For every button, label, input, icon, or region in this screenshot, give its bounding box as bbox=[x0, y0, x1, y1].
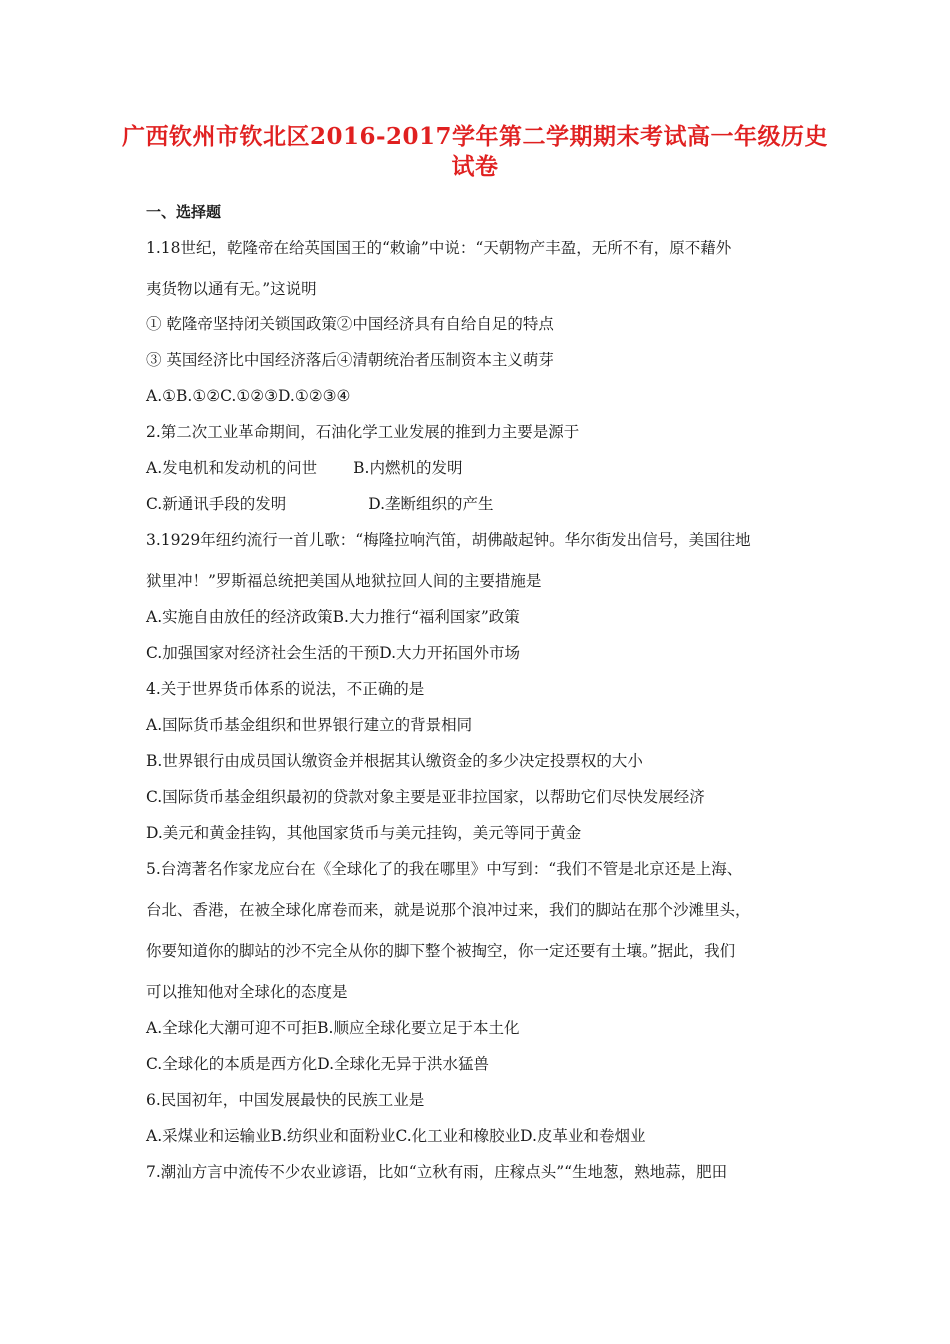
question-2-option-d: D.垄断组织的产生 bbox=[368, 495, 494, 513]
question-3-line-2: 狱里冲！”罗斯福总统把美国从地狱拉回人间的主要措施是 bbox=[146, 572, 542, 590]
question-5-options-ab: A.全球化大潮可迎不可拒B.顺应全球化要立足于本土化 bbox=[146, 1019, 520, 1037]
question-2-option-b: B.内燃机的发明 bbox=[353, 459, 463, 477]
question-1-line-2: 夷货物以通有无。”这说明 bbox=[146, 280, 317, 298]
question-2-options-row-1 bbox=[146, 457, 462, 479]
question-4-option-b: B.世界银行由成员国认缴资金并根据其认缴资金的多少决定投票权的大小 bbox=[146, 752, 643, 770]
question-2-stem: 2.第二次工业革命期间，石油化学工业发展的推到力主要是源于 bbox=[146, 423, 580, 441]
question-1-line-1: 1.18世纪，乾隆帝在给英国国王的“敕谕”中说：“天朝物产丰盈，无所不有，原不藉外 bbox=[146, 239, 732, 257]
question-2-option-c: C.新通讯手段的发明 bbox=[146, 495, 287, 513]
question-5-line-4: 可以推知他对全球化的态度是 bbox=[146, 983, 348, 1001]
question-4-option-d: D.美元和黄金挂钩，其他国家货币与美元挂钩，美元等同于黄金 bbox=[146, 824, 582, 842]
question-5-options-cd: C.全球化的本质是西方化D.全球化无异于洪水猛兽 bbox=[146, 1055, 490, 1073]
question-6-options: A.采煤业和运输业B.纺织业和面粉业C.化工业和橡胶业D.皮革业和卷烟业 bbox=[146, 1127, 646, 1145]
section-heading: 一、选择题 bbox=[146, 203, 222, 221]
document-title-line-2: 试卷 bbox=[451, 153, 499, 180]
question-5-line-3: 你要知道你的脚站的沙不完全从你的脚下整个被掏空，你一定还要有土壤。”据此，我们 bbox=[146, 942, 736, 960]
question-1-options: A.①B.①②C.①②③D.①②③④ bbox=[146, 387, 351, 405]
question-1-statement-2: ③ 英国经济比中国经济落后④清朝统治者压制资本主义萌芽 bbox=[146, 351, 554, 369]
question-2-options-row-2 bbox=[146, 493, 494, 515]
question-4-option-c: C.国际货币基金组织最初的贷款对象主要是亚非拉国家，以帮助它们尽快发展经济 bbox=[146, 788, 705, 806]
question-3-line-1: 3.1929年纽约流行一首儿歌：“梅隆拉响汽笛，胡佛敲起钟。华尔街发出信号，美国往地 bbox=[146, 531, 751, 549]
question-4-stem: 4.关于世界货币体系的说法，不正确的是 bbox=[146, 680, 425, 698]
document-title-line-1: 广西钦州市钦北区2016-2017学年第二学期期末考试高一年级历史 bbox=[121, 123, 829, 150]
question-6-stem: 6.民国初年，中国发展最快的民族工业是 bbox=[146, 1091, 425, 1109]
question-2-option-a: A.发电机和发动机的问世 bbox=[146, 459, 318, 477]
question-7-line-1: 7.潮汕方言中流传不少农业谚语，比如“立秋有雨，庄稼点头”“生地葱，熟地蒜，肥田 bbox=[146, 1163, 728, 1181]
question-4-option-a: A.国际货币基金组织和世界银行建立的背景相同 bbox=[146, 716, 473, 734]
question-3-options-cd: C.加强国家对经济社会生活的干预D.大力开拓国外市场 bbox=[146, 644, 521, 662]
question-3-options-ab: A.实施自由放任的经济政策B.大力推行“福利国家”政策 bbox=[146, 608, 520, 626]
question-5-line-2: 台北、香港，在被全球化席卷而来，就是说那个浪冲过来，我们的脚站在那个沙滩里头， bbox=[146, 901, 751, 919]
question-1-statement-1: ① 乾隆帝坚持闭关锁国政策②中国经济具有自给自足的特点 bbox=[146, 315, 554, 333]
question-5-line-1: 5.台湾著名作家龙应台在《全球化了的我在哪里》中写到：“我们不管是北京还是上海、 bbox=[146, 860, 743, 878]
